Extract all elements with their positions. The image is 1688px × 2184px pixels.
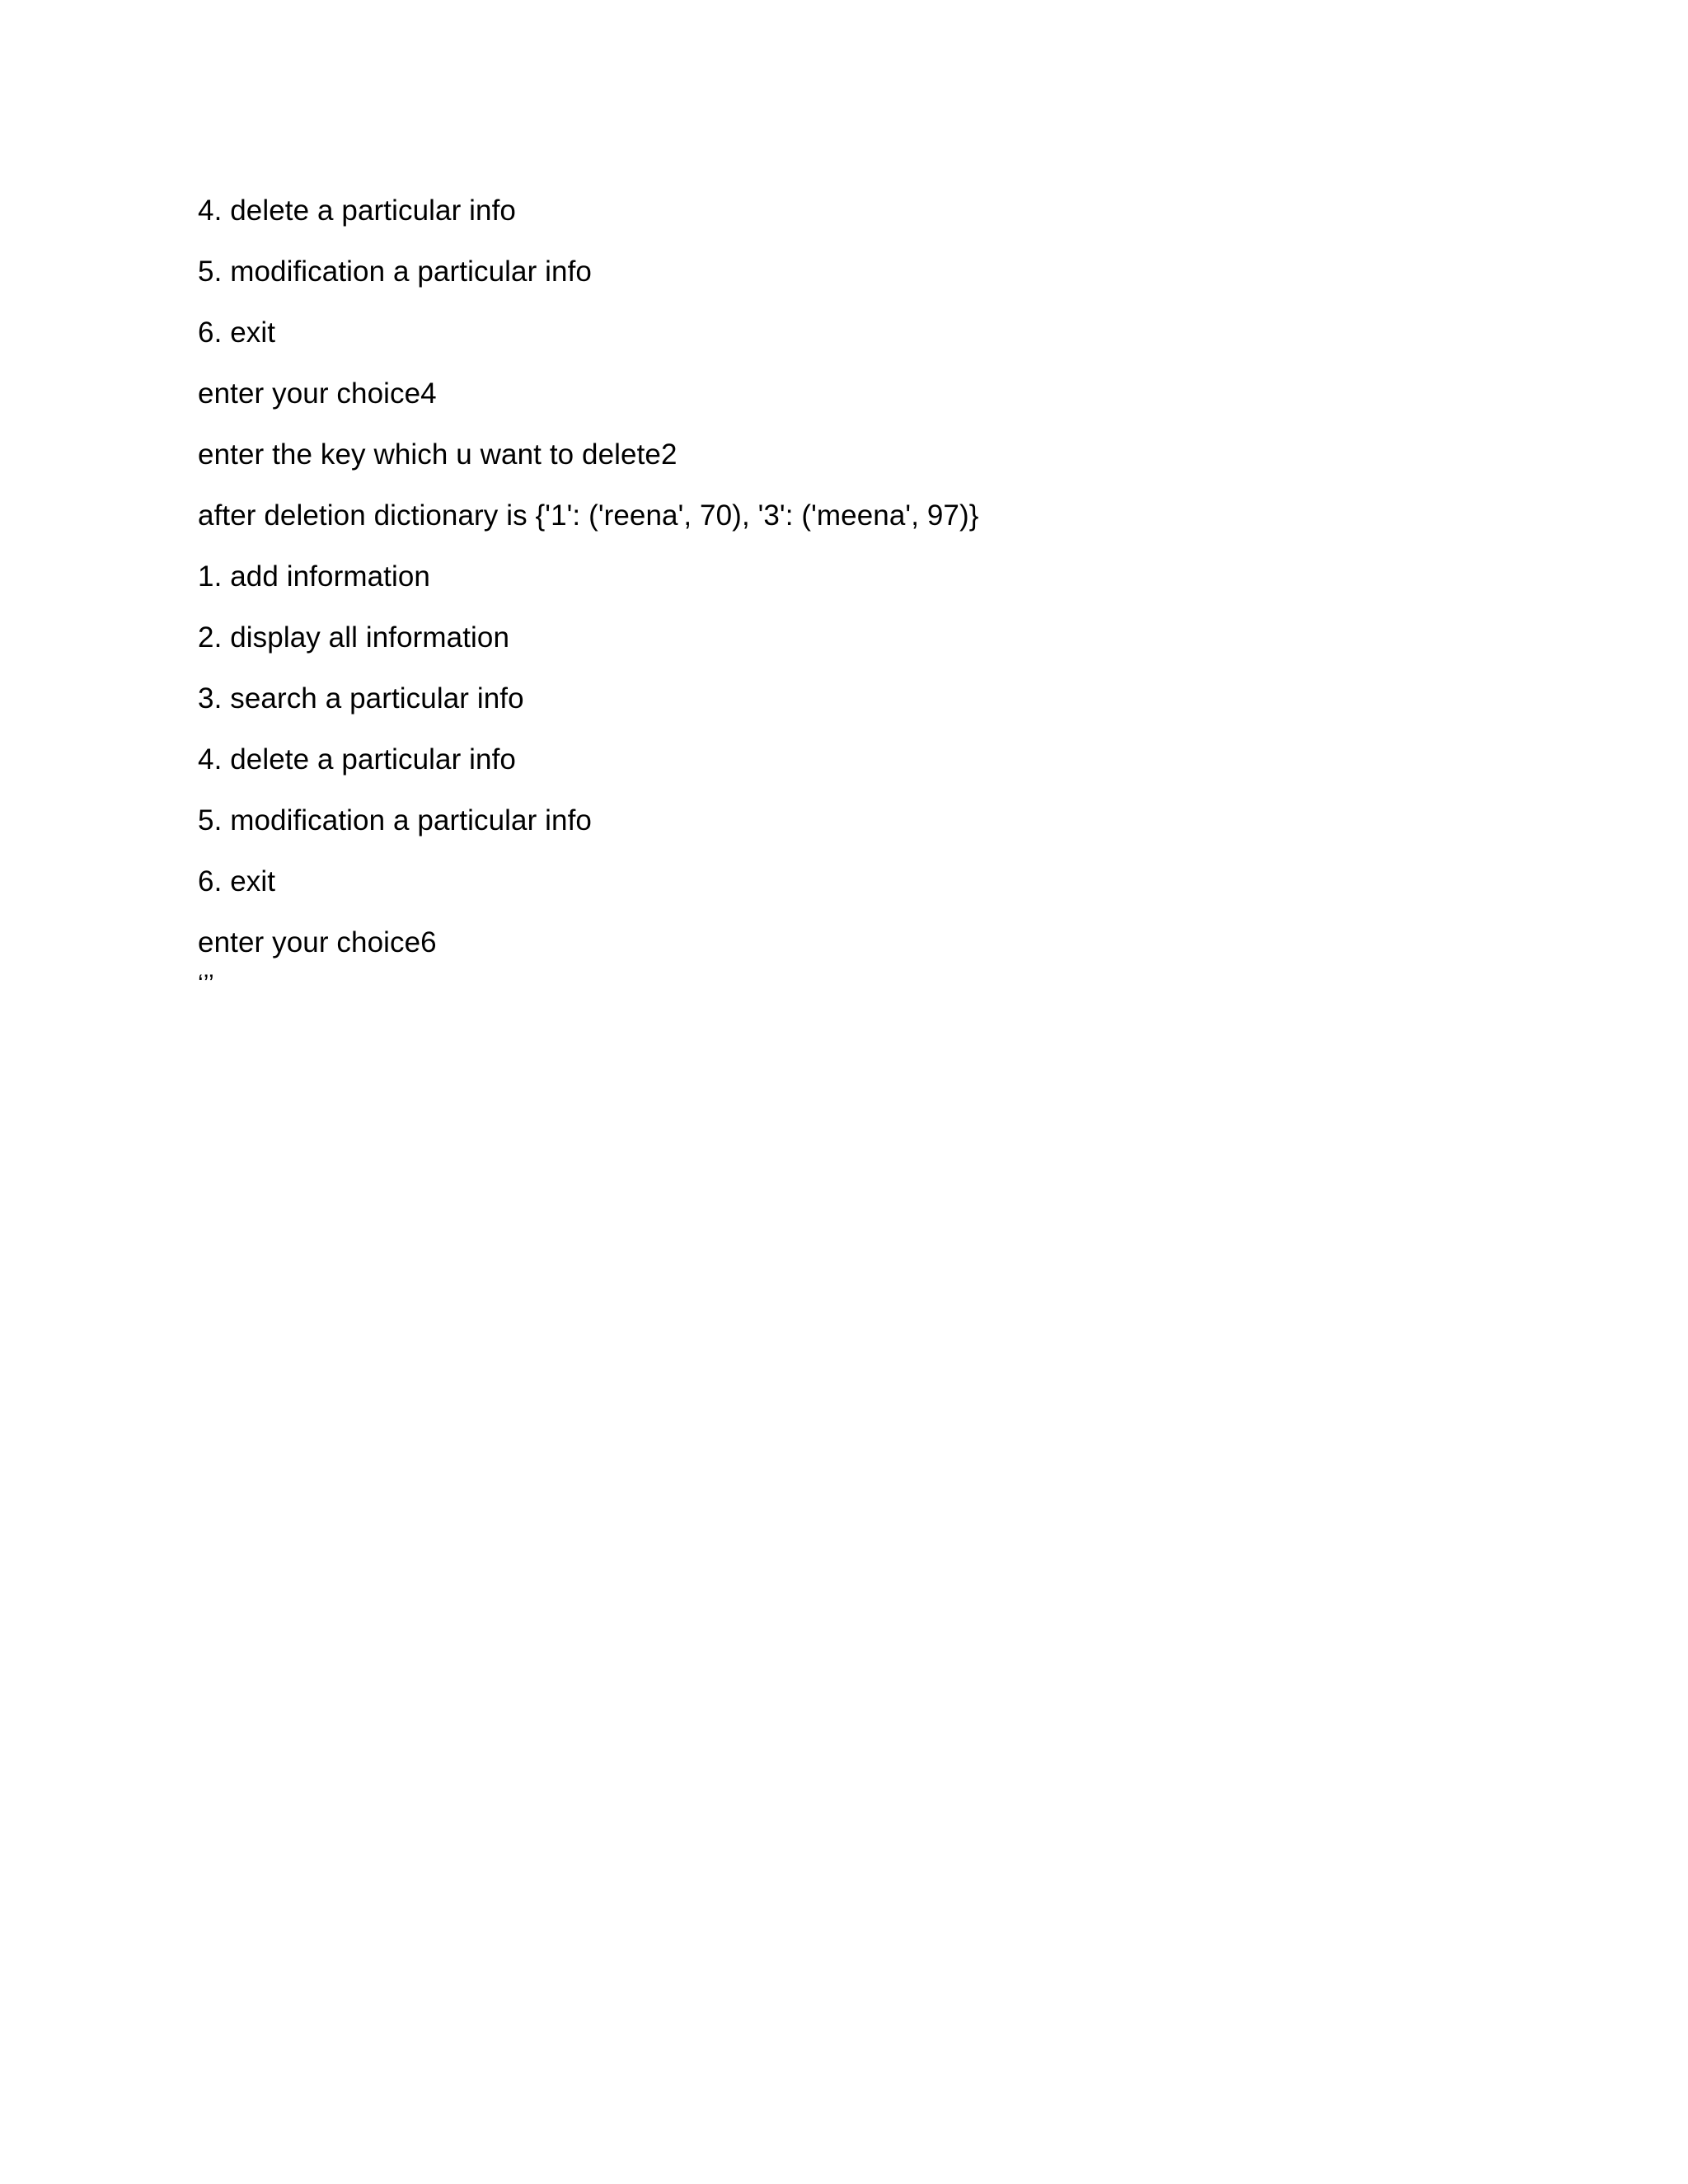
menu-line-delete-2: 4. delete a particular info (198, 743, 516, 776)
menu-line-exit-2: 6. exit (198, 865, 276, 898)
choice-prompt-2: enter your choice6 (198, 926, 437, 958)
deletion-result: after deletion dictionary is {'1': ('reena', 70), '3': ('meena', 97)} (198, 499, 979, 532)
menu-line-display: 2. display all information (198, 621, 510, 654)
delete-key-prompt: enter the key which u want to delete2 (198, 438, 678, 471)
menu-line-delete: 4. delete a particular info (198, 194, 516, 227)
document-body (198, 193, 1517, 1024)
menu-line-exit: 6. exit (198, 316, 276, 349)
menu-line-modify: 5. modification a particular info (198, 255, 592, 288)
menu-line-modify-2: 5. modification a particular info (198, 804, 592, 837)
menu-line-search: 3. search a particular info (198, 682, 524, 715)
closing-quotes: ‘’’ (198, 970, 214, 997)
menu-line-add: 1. add information (198, 560, 430, 593)
choice-prompt: enter your choice4 (198, 377, 437, 410)
